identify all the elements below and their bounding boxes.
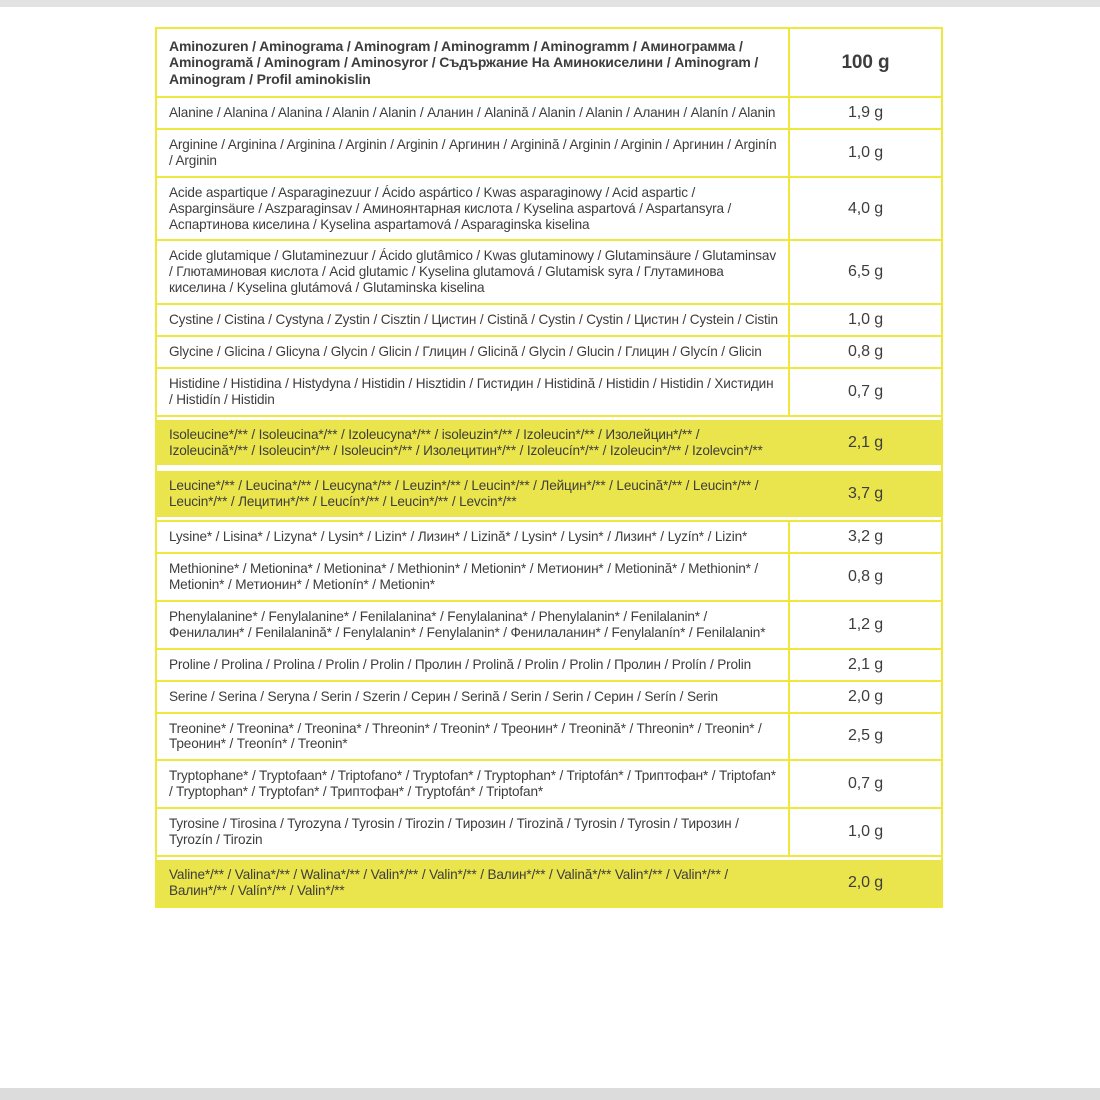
amino-acid-names: Serine / Serina / Seryna / Serin / Szerin / Серин / Serină / Serin / Serin / Серин / Serín / Serin [157, 682, 790, 712]
amino-acid-amount: 2,0 g [847, 873, 884, 891]
amino-acid-names: Cystine / Cistina / Cystyna / Zystin / Cisztin / Цистин / Cistină / Cystin / Cystin / Цистин / Cystein / Cistin [157, 305, 790, 335]
header-names-cell: Aminozuren / Aminograma / Aminogram / Aminogramm / Aminogramm / Аминограмма / Aminogramă / Aminogram / Aminosyror / Съдържание На Аминокиселини / Aminogram / Aminogram / Profil aminokislin [157, 29, 790, 96]
amino-acid-names: Phenylalanine* / Fenylalanine* / Fenilalanina* / Fenylalanina* / Phenylalanin* / Fenilalanin* / Фенилалин* / Fenilalanină* / Fenylalanin* / Fenylalanin* / Фенилаланин* / Fenylalanín* / Fenilalanin* [157, 602, 790, 648]
amino-acid-names: Acide glutamique / Glutaminezuur / Ácido glutâmico / Kwas glutaminowy / Glutaminsäure / Glutaminsav / Глютаминовая кислота / Acid glutamic / Kyselina glutamová / Glutamisk syra / Глутаминова киселина / Kyselina glutámová / Glutaminska kiselina [157, 241, 790, 303]
amino-acid-names: Tryptophane* / Tryptofaan* / Triptofano* / Tryptofan* / Tryptophan* / Triptofán* / Триптофан* / Triptofan* / Tryptophan* / Tryptofan* / Триптофан* / Tryptofán* / Triptofan* [157, 761, 790, 807]
table-row [157, 130, 941, 178]
table-row [157, 602, 941, 650]
amino-acid-amount: 2,1 g [847, 655, 884, 673]
table-row [157, 520, 941, 554]
amino-acid-names: Arginine / Arginina / Arginina / Arginin / Arginin / Аргинин / Arginină / Arginin / Arginin / Аргинин / Arginín / Arginin [157, 130, 790, 176]
amino-acid-amount: 3,2 g [847, 528, 884, 546]
table-row [157, 650, 941, 682]
amino-acid-amount: 0,8 g [847, 568, 884, 586]
table-row [157, 417, 941, 469]
amino-acid-amount: 3,7 g [847, 485, 884, 503]
amino-acid-amount: 1,0 g [847, 311, 884, 329]
amino-acid-names: Histidine / Histidina / Histydyna / Histidin / Hisztidin / Гистидин / Histidină / Histidin / Histidin / Хистидин / Histidín / Histidin [157, 369, 790, 415]
table-row [157, 468, 941, 520]
amino-acid-amount: 0,7 g [847, 775, 884, 793]
amino-acid-amount: 0,8 g [847, 342, 884, 360]
table-row [157, 761, 941, 809]
table-row [157, 98, 941, 130]
amino-acid-names: Valine*/** / Valina*/** / Walina*/** / Valin*/** / Valin*/** / Валин*/** / Valină*/** Valin*/** / Valin*/** / Валин*/** / Valín*/** / Valin*/** [169, 866, 729, 898]
amino-acid-amount: 1,9 g [847, 104, 884, 122]
amino-acid-amount: 1,0 g [847, 143, 884, 161]
aminogram-table [155, 27, 943, 908]
amino-acid-names: Leucine*/** / Leucina*/** / Leucyna*/** / Leuzin*/** / Leucin*/** / Лейцин*/** / Leucină*/** / Leucin*/** / Leucin*/** / Лецитин*/** / Leucín*/** / Leucin*/** / Levcin*/** [169, 478, 759, 510]
amino-acid-amount: 2,5 g [847, 727, 884, 745]
amino-acid-names: Tyrosine / Tirosina / Tyrozyna / Tyrosin / Tirozin / Тирозин / Tirozină / Tyrosin / Tyrosin / Тирозин / Tyrozín / Tirozin [157, 809, 790, 855]
bottom-gray-strip [0, 1088, 1100, 1100]
amino-acid-amount: 2,0 g [847, 687, 884, 705]
amino-acid-amount: 6,5 g [847, 263, 884, 281]
top-gray-strip [0, 0, 1100, 7]
amino-acid-amount: 4,0 g [847, 199, 884, 217]
table-row [157, 305, 941, 337]
amino-acid-names: Acide aspartique / Asparaginezuur / Ácido aspártico / Kwas asparaginowy / Acid aspartic / Asparginsäure / Aszparaginsav / Аминоянтарная кислота / Kyselina aspartová / Aspartansyra / Аспартинова киселина / Kyselina aspartamová / Asparaginska kiselina [157, 178, 790, 240]
amino-acid-amount: 1,0 g [847, 822, 884, 840]
table-row [157, 337, 941, 369]
amino-acid-names: Glycine / Glicina / Glicyna / Glycin / Glicin / Глицин / Glicină / Glycin / Glucin / Глицин / Glycín / Glicin [157, 337, 790, 367]
table-row [157, 714, 941, 762]
amino-acid-names: Proline / Prolina / Prolina / Prolin / Prolin / Пролин / Prolină / Prolin / Prolin / Пролин / Prolín / Prolin [157, 650, 790, 680]
table-row [157, 857, 941, 906]
table-row [157, 241, 941, 305]
amino-acid-amount: 1,2 g [847, 615, 884, 633]
table-row [157, 178, 941, 242]
amino-acid-amount: 0,7 g [847, 382, 884, 400]
amino-acid-names: Methionine* / Metionina* / Metionina* / Methionin* / Metionin* / Метионин* / Metionină* / Methionin* / Metionin* / Метионин* / Metionín* / Metionin* [157, 554, 790, 600]
table-row [157, 554, 941, 602]
amino-acid-names: Isoleucine*/** / Isoleucina*/** / Izoleucyna*/** / isoleuzin*/** / Izoleucin*/** / Изолейцин*/** / Izoleucină*/** / Isoleucin*/** / Isoleucin*/** / Изолецитин*/** / Izoleucín*/** / Izoleucin*/** / Izolevcin*/** [169, 426, 763, 458]
table-body [157, 98, 941, 906]
amino-acid-names: Alanine / Alanina / Alanina / Alanin / Alanin / Аланин / Alanină / Alanin / Alanin / Аланин / Alanín / Alanin [157, 98, 790, 128]
amino-acid-amount: 2,1 g [847, 433, 884, 451]
table-row [157, 809, 941, 857]
amino-acid-names: Treonine* / Treonina* / Treonina* / Threonin* / Treonin* / Треонин* / Treonină* / Threonin* / Treonin* / Треонин* / Treonín* / Treonin* [157, 714, 790, 760]
table-header-row [157, 29, 941, 98]
table-row [157, 369, 941, 417]
header-amount-cell: 100 g [841, 51, 890, 73]
amino-acid-names: Lysine* / Lisina* / Lizyna* / Lysin* / Lizin* / Лизин* / Lizină* / Lysin* / Lysin* / Лизин* / Lyzín* / Lizin* [157, 522, 790, 552]
table-row [157, 682, 941, 714]
